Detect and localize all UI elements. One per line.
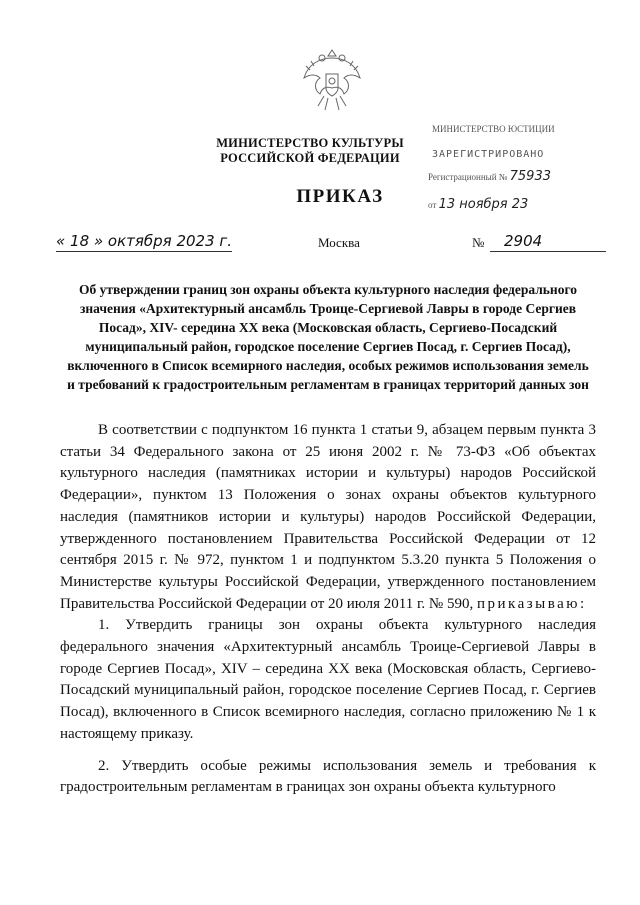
order-word: приказываю: — [476, 595, 587, 612]
point-2: 2. Утвердить особые режимы использования земель и требования к градостроительным регламентам в границах зон охраны объекта культурного — [60, 757, 596, 796]
point-1: 1. Утвердить границы зон охраны объекта культурного наследия федерального значения «Архитектурный ансамбль Троице-Сергиевой Лавры в городе Сергиев Посад», XIV – середина XX века (Московская область, Сергиево-Посадский муниципальный район, городское поселение Сергиев Посад, г. Сергиев Посад), включенного в Список всемирного наследия, согласно приложению № 1 к настоящему приказу. — [60, 617, 596, 742]
stamp-ministry: МИНИСТЕРСТВО ЮСТИЦИИ — [432, 124, 555, 134]
ministry-line-2: РОССИЙСКОЙ ФЕДЕРАЦИИ — [220, 151, 400, 165]
registration-stamp — [424, 108, 614, 212]
order-number: 2904 — [490, 232, 606, 252]
stamp-date-row — [428, 198, 528, 212]
coat-of-arms-icon — [300, 44, 364, 114]
order-meta — [0, 232, 640, 256]
document-body — [60, 420, 596, 799]
stamp-reg-row — [428, 170, 551, 184]
order-number-label: № — [472, 235, 485, 250]
stamp-reg-number: 75933 — [509, 169, 551, 184]
preamble-paragraph — [60, 420, 596, 615]
order-date: « 18 » октября 2023 г. — [56, 232, 233, 250]
order-city: Москва — [318, 235, 360, 250]
stamp-date-value: 13 ноября 23 — [438, 197, 529, 212]
stamp-reg-label: Регистрационный № — [428, 172, 508, 182]
preamble-text: В соответствии с подпунктом 16 пункта 1 статьи 9, абзацем первым пункта 3 статьи 34 Федерального закона от 25 июня 2002 г. № 73-ФЗ «Об объектах культурного наследия (памятниках истории и культуры) народов Российской Федерации», пунктом 13 Положения о зонах охраны объектов культурного наследия (памятников истории и культуры) народов Российской Федерации, утвержденного постановлением Правительства Российской Федерации от 12 сентября 2015 г. № 972, пунктом 1 и подпунктом 5.3.20 пункта 5 Положения о Министерстве культуры Российской Федерации, утвержденного постановлением Правительства Российской Федерации от 20 июля 2011 г. № 590, — [60, 422, 596, 612]
document-heading: Об утверждении границ зон охраны объекта культурного наследия федерального значения «Архитектурный ансамбль Троице-Сергиевой Лавры в городе Сергиев Посад», XIV- середина XX века (Московская область, Сергиево-Посадский муниципальный район, городское поселение Сергиев Посад, г. Сергиев Посад), включенного в Список всемирного наследия, особых режимов использования земель и требований к градостроительным регламентам в границах территорий данных зон — [67, 282, 589, 392]
stamp-registered: ЗАРЕГИСТРИРОВАНО — [432, 149, 545, 160]
order-title: ПРИКАЗ — [296, 186, 384, 207]
stamp-date-prefix: от — [428, 200, 437, 210]
ministry-line-1: МИНИСТЕРСТВО КУЛЬТУРЫ — [216, 136, 404, 150]
ministry-name — [180, 136, 440, 166]
